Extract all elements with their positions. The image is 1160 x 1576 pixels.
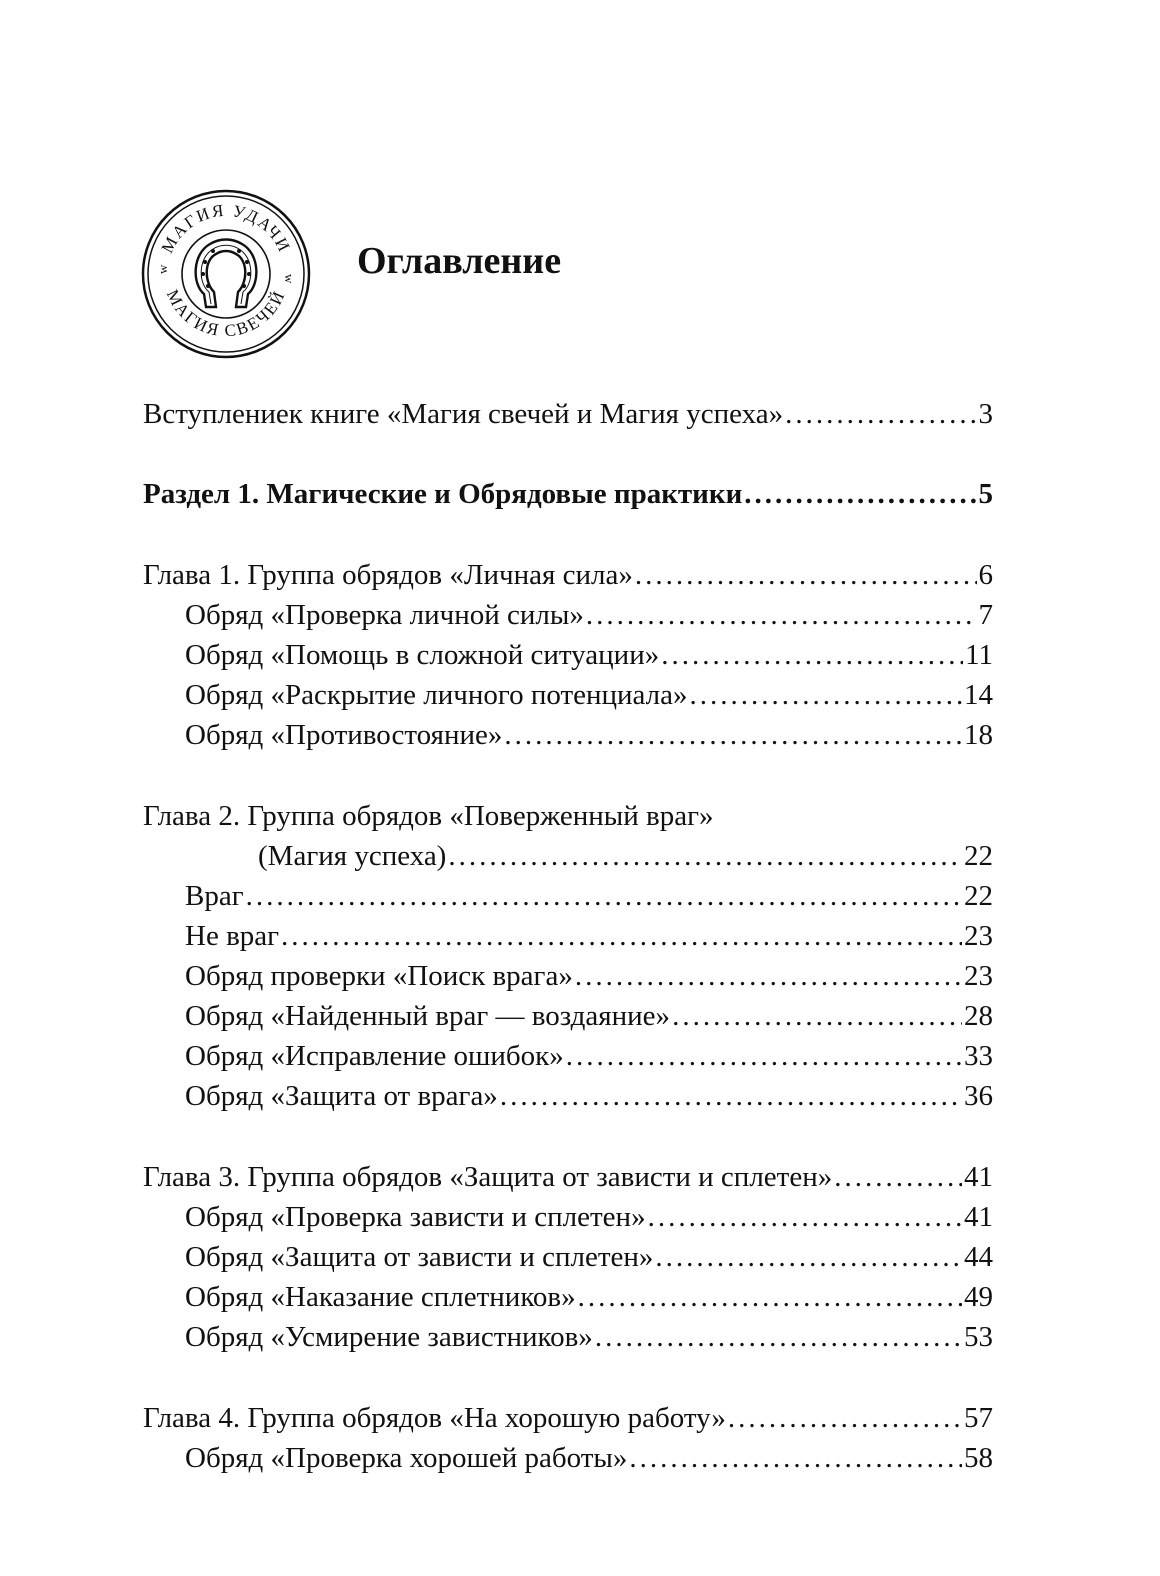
toc-entry-section-1 — [143, 474, 993, 514]
seal-bottom-text: МАГИЯ СВЕЧЕЙ — [162, 286, 290, 341]
entry-title: Глава 2. Группа обрядов «Поверженный враг» — [143, 800, 714, 832]
entry-title: Обряд «Раскрытие личного потенциала» — [185, 679, 688, 711]
dot-leader — [578, 1277, 962, 1317]
entry-title: Глава 3. Группа обрядов «Защита от зависти и сплетен» — [143, 1161, 833, 1193]
entry-page: 11 — [965, 639, 993, 671]
entry-page: 23 — [964, 920, 993, 952]
toc-entry — [185, 635, 993, 675]
entry-page: 44 — [964, 1241, 993, 1273]
toc-entry — [185, 1197, 993, 1237]
entry-page: 53 — [964, 1321, 993, 1353]
entry-title: (Магия успеха) — [258, 840, 447, 872]
toc-entry — [185, 996, 993, 1036]
entry-title: Глава 1. Группа обрядов «Личная сила» — [143, 559, 633, 591]
entry-page: 6 — [978, 559, 993, 591]
entry-title: Обряд «Проверка хорошей работы» — [185, 1442, 628, 1474]
toc-entry — [185, 1317, 993, 1357]
dot-leader — [575, 956, 962, 996]
entry-page: 22 — [964, 840, 993, 872]
dot-leader — [246, 876, 962, 916]
dot-leader — [586, 595, 977, 635]
entry-page: 58 — [964, 1442, 993, 1474]
dot-leader — [672, 996, 962, 1036]
toc-entry — [185, 595, 993, 635]
dot-leader — [595, 1317, 962, 1357]
dot-leader — [504, 715, 962, 755]
entry-title: Враг — [185, 880, 244, 912]
seal-top-text: МАГИЯ УДАЧИ — [157, 200, 295, 257]
dot-leader — [834, 1157, 962, 1197]
entry-page: 3 — [978, 398, 993, 430]
entry-page: 18 — [964, 719, 993, 751]
entry-page: 28 — [964, 1000, 993, 1032]
entry-page: 23 — [964, 960, 993, 992]
entry-title: Обряд «Защита от зависти и сплетен» — [185, 1241, 654, 1273]
entry-title: Обряд «Исправление ошибок» — [185, 1040, 564, 1072]
toc-entry — [185, 1438, 993, 1478]
toc-entry — [185, 876, 993, 916]
entry-title: Раздел 1. Магические и Обрядовые практики — [143, 478, 743, 510]
dot-leader — [500, 1076, 962, 1116]
entry-page: 57 — [964, 1402, 993, 1434]
toc-entry — [185, 956, 993, 996]
entry-title: Вступлениек книге «Магия свечей и Магия успеха» — [143, 398, 784, 430]
entry-title: Обряд «Наказание сплетников» — [185, 1281, 576, 1313]
dot-leader — [655, 1237, 962, 1277]
entry-page: 41 — [964, 1201, 993, 1233]
entry-title: Обряд «Найденный враг — воздаяние» — [185, 1000, 671, 1032]
toc-entry — [185, 1277, 993, 1317]
entry-title: Обряд проверки «Поиск врага» — [185, 960, 573, 992]
entry-title: Обряд «Проверка личной силы» — [185, 599, 584, 631]
toc-entry — [185, 715, 993, 755]
seal-mark-left: w — [155, 264, 170, 274]
dot-leader — [448, 836, 962, 876]
dot-leader — [785, 394, 976, 434]
entry-page: 33 — [964, 1040, 993, 1072]
entry-page: 5 — [978, 478, 993, 510]
toc-entry-chapter-3 — [143, 1157, 993, 1197]
entry-title: Обряд «Усмирение завистников» — [185, 1321, 593, 1353]
seal-mark-right: w — [282, 274, 297, 284]
dot-leader — [281, 916, 962, 956]
toc-entry — [185, 1036, 993, 1076]
dot-leader — [566, 1036, 962, 1076]
toc-entry-chapter-2-cont — [258, 836, 993, 876]
dot-leader — [661, 635, 963, 675]
dot-leader — [629, 1438, 962, 1478]
toc-entry — [185, 1076, 993, 1116]
entry-page: 36 — [964, 1080, 993, 1112]
dot-leader — [690, 675, 962, 715]
dot-leader — [728, 1398, 962, 1438]
entry-page: 14 — [964, 679, 993, 711]
toc-entry-introduction — [143, 394, 993, 434]
entry-page: 7 — [978, 599, 993, 631]
dot-leader — [635, 555, 977, 595]
toc-entry — [185, 1237, 993, 1277]
toc-entry — [185, 916, 993, 956]
page-title: Оглавление — [357, 240, 562, 282]
entry-page: 22 — [964, 880, 993, 912]
entry-title: Обряд «Защита от врага» — [185, 1080, 498, 1112]
toc-entry-chapter-1 — [143, 555, 993, 595]
entry-title: Обряд «Проверка зависти и сплетен» — [185, 1201, 646, 1233]
dot-leader — [744, 474, 976, 514]
entry-title: Обряд «Противостояние» — [185, 719, 503, 751]
toc-entry-chapter-2 — [143, 796, 993, 836]
entry-page: 41 — [964, 1161, 993, 1193]
entry-title: Не враг — [185, 920, 280, 952]
dot-leader — [648, 1197, 962, 1237]
entry-title: Обряд «Помощь в сложной ситуации» — [185, 639, 660, 671]
toc-entry-chapter-4 — [143, 1398, 993, 1438]
toc-entry — [185, 675, 993, 715]
entry-title: Глава 4. Группа обрядов «На хорошую работу» — [143, 1402, 726, 1434]
entry-page: 49 — [964, 1281, 993, 1313]
